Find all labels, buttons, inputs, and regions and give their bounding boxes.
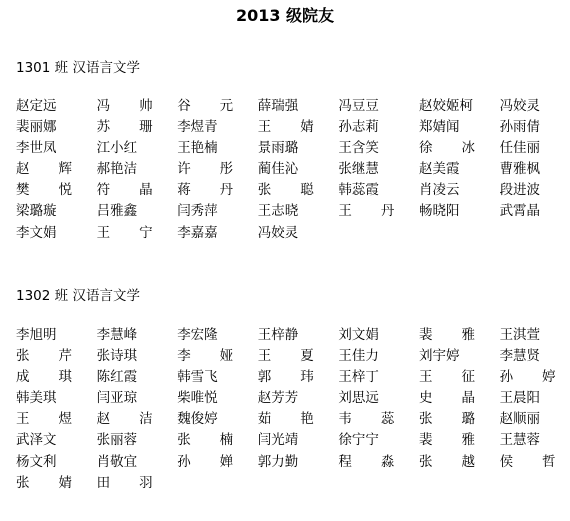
alumni-name: 韩雪飞 xyxy=(177,369,218,386)
alumni-name: 王 夏 xyxy=(257,348,314,365)
alumni-name: 赵芳芳 xyxy=(257,390,299,407)
alumni-name: 闫亚琼 xyxy=(96,390,138,407)
alumni-name: 张继慧 xyxy=(338,161,379,178)
alumni-name: 肖敬宜 xyxy=(96,453,138,470)
alumni-name: 蒋 丹 xyxy=(177,182,234,199)
alumni-name: 韦 蕊 xyxy=(338,411,395,428)
alumni-name: 赵 洁 xyxy=(96,411,153,428)
alumni-name: 赵定远 xyxy=(16,98,57,114)
alumni-name: 徐 冰 xyxy=(418,140,475,157)
alumni-name: 段进波 xyxy=(499,182,541,199)
alumni-name: 孙雨倩 xyxy=(499,119,541,136)
class-1301-heading: 1301 班 汉语言文学 xyxy=(16,60,140,76)
alumni-name: 王 煜 xyxy=(16,411,72,428)
alumni-name: 冯豆豆 xyxy=(338,98,379,114)
alumni-name: 苏 珊 xyxy=(96,119,153,136)
alumni-name: 谷 元 xyxy=(177,98,234,114)
alumni-name: 王含笑 xyxy=(338,140,379,157)
alumni-name: 裴 雅 xyxy=(418,327,475,343)
alumni-name: 裴 雅 xyxy=(418,432,475,449)
alumni-name: 符 晶 xyxy=(96,182,153,199)
alumni-name: 孙志莉 xyxy=(338,119,379,136)
alumni-name: 李世凤 xyxy=(16,140,57,157)
alumni-name: 吕雅鑫 xyxy=(96,203,138,220)
alumni-name: 赵 辉 xyxy=(16,161,72,178)
alumni-name: 王 征 xyxy=(418,369,475,386)
alumni-name: 刘思远 xyxy=(338,390,379,407)
alumni-name: 张 聪 xyxy=(257,182,314,199)
alumni-name: 魏俊婷 xyxy=(177,411,218,428)
alumni-name: 张 越 xyxy=(418,453,475,470)
alumni-name: 武霄晶 xyxy=(499,203,541,220)
alumni-name: 李慧峰 xyxy=(96,327,138,343)
alumni-name: 程 淼 xyxy=(338,453,395,470)
alumni-name: 王志晓 xyxy=(257,203,299,220)
alumni-name: 王 丹 xyxy=(338,203,395,220)
alumni-name: 张 璐 xyxy=(418,411,475,428)
alumni-name: 杨文利 xyxy=(16,453,57,470)
alumni-name: 郭力勤 xyxy=(257,453,299,470)
alumni-name: 肖凌云 xyxy=(418,182,460,199)
alumni-name: 赵顺丽 xyxy=(499,411,541,428)
alumni-name: 王 婧 xyxy=(257,119,314,136)
alumni-name: 赵美霞 xyxy=(418,161,460,178)
alumni-name: 王慧蓉 xyxy=(499,432,541,449)
alumni-name: 裴丽娜 xyxy=(16,119,57,136)
alumni-name: 曹雅枫 xyxy=(499,161,541,178)
alumni-name: 景雨璐 xyxy=(257,140,299,157)
alumni-name: 冯 帅 xyxy=(96,98,153,114)
class-1301-name-list xyxy=(16,96,570,244)
alumni-name: 张诗琪 xyxy=(96,348,138,365)
alumni-name: 薛瑞强 xyxy=(257,98,299,114)
alumni-name: 成 琪 xyxy=(16,369,72,386)
alumni-name: 李慧贤 xyxy=(499,348,541,365)
alumni-name: 郭 玮 xyxy=(257,369,314,386)
alumni-name: 田 羽 xyxy=(96,474,153,491)
alumni-name: 韩蕊霞 xyxy=(338,182,379,199)
alumni-name: 王晨阳 xyxy=(499,390,541,407)
alumni-name: 李嘉嘉 xyxy=(177,224,218,241)
alumni-name: 畅晓阳 xyxy=(418,203,460,220)
alumni-name: 任佳丽 xyxy=(499,140,541,157)
alumni-name: 孙 婷 xyxy=(499,369,556,386)
alumni-name: 武泽文 xyxy=(16,432,57,449)
alumni-name: 李宏隆 xyxy=(177,327,218,343)
alumni-name: 王艳楠 xyxy=(177,140,218,157)
alumni-name: 茹 艳 xyxy=(257,411,314,428)
alumni-name: 许 彤 xyxy=(177,161,234,178)
alumni-name: 王佳力 xyxy=(338,348,379,365)
alumni-name: 李 娅 xyxy=(177,348,234,365)
alumni-name: 徐宁宁 xyxy=(338,432,379,449)
class-1302-heading: 1302 班 汉语言文学 xyxy=(16,288,140,304)
alumni-name: 柴唯悦 xyxy=(177,390,218,407)
alumni-name: 樊 悦 xyxy=(16,182,72,199)
alumni-name: 韩美琪 xyxy=(16,390,57,407)
alumni-name: 冯姣灵 xyxy=(257,224,299,241)
alumni-name: 张丽蓉 xyxy=(96,432,138,449)
alumni-name: 李文娟 xyxy=(16,224,57,241)
alumni-name: 郑婧闻 xyxy=(418,119,460,136)
class-1302-name-list xyxy=(16,325,570,494)
alumni-name: 王梓丁 xyxy=(338,369,379,386)
alumni-name: 李煜青 xyxy=(177,119,218,136)
alumni-name: 赵姣姬柯 xyxy=(418,98,473,114)
alumni-name: 梁璐璇 xyxy=(16,203,57,220)
alumni-name: 刘文娟 xyxy=(338,327,379,343)
alumni-name: 王梓静 xyxy=(257,327,299,343)
alumni-name: 闫光靖 xyxy=(257,432,299,449)
alumni-name: 孙 婵 xyxy=(177,453,234,470)
alumni-name: 冯姣灵 xyxy=(499,98,541,114)
alumni-name: 王 宁 xyxy=(96,224,153,241)
alumni-name: 张 婧 xyxy=(16,474,72,491)
alumni-name: 张 芹 xyxy=(16,348,72,365)
alumni-name: 江小红 xyxy=(96,140,138,157)
alumni-name: 郝艳洁 xyxy=(96,161,138,178)
alumni-name: 张 楠 xyxy=(177,432,234,449)
alumni-name: 陈红霞 xyxy=(96,369,138,386)
alumni-name: 刘宇婷 xyxy=(418,348,460,365)
alumni-name: 李旭明 xyxy=(16,327,57,343)
page-title: 2013 级院友 xyxy=(235,6,335,25)
alumni-name: 闫秀萍 xyxy=(177,203,218,220)
alumni-name: 蔺佳沁 xyxy=(257,161,299,178)
alumni-name: 王淇萱 xyxy=(499,327,541,343)
alumni-name: 侯 哲 xyxy=(499,453,556,470)
alumni-name: 史 晶 xyxy=(418,390,475,407)
